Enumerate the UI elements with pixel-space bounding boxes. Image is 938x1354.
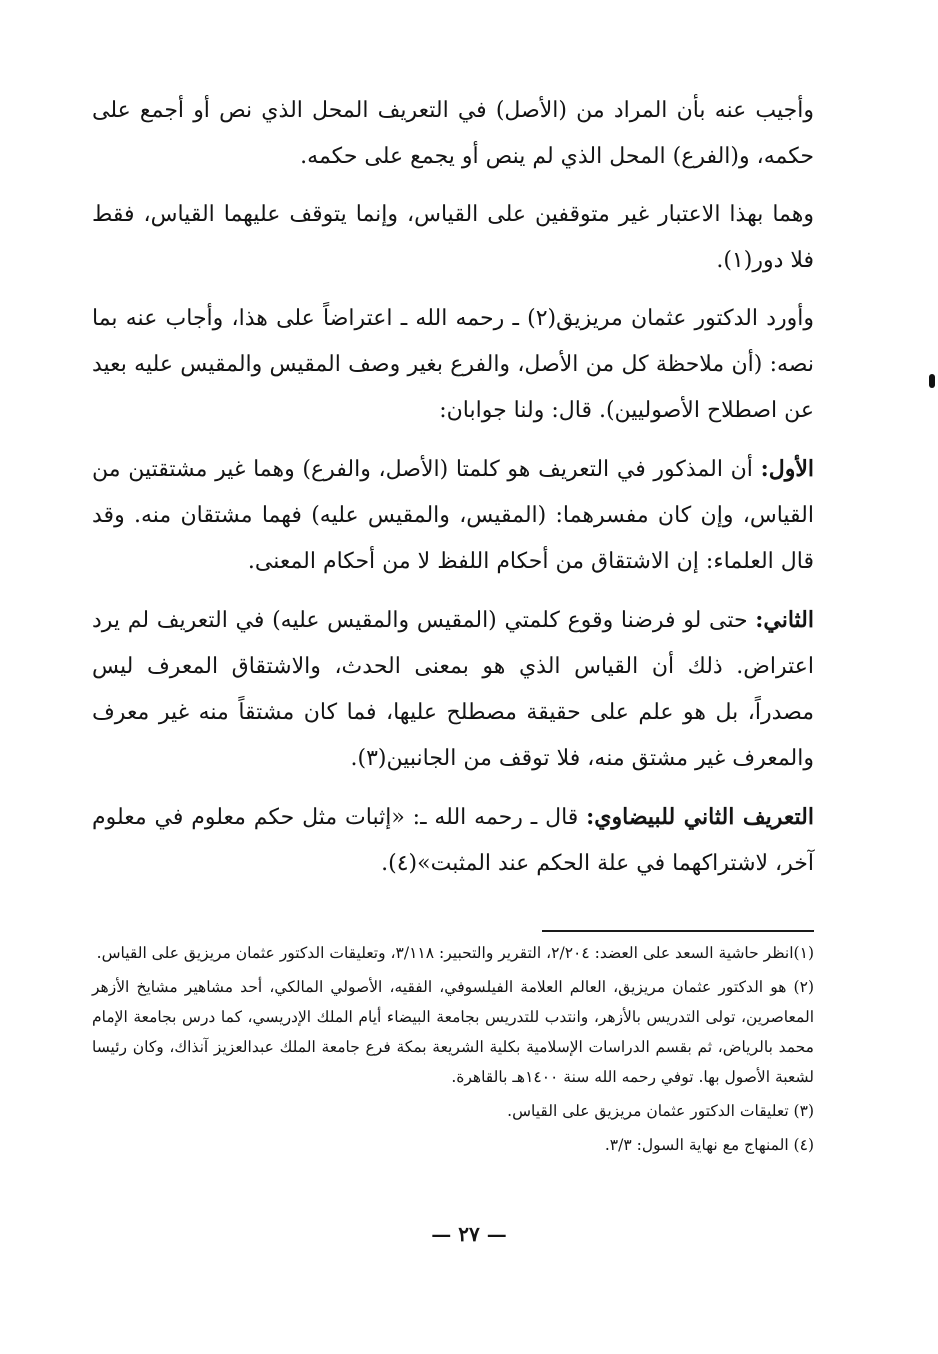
first-answer-text: أن المذكور في التعريف هو كلمتا (الأصل، والفرع) وهما غير مشتقتين من القياس، وإن كان مفسرهما: (المقيس، والمقيس عليه) فهما مشتقان منه. وقد قال العلماء: إن الاشتقاق من أحكام اللفظ لا من أحكام المعنى. [92, 457, 814, 574]
paragraph-baydawi-definition [92, 794, 814, 887]
paragraph-second-answer [92, 597, 814, 782]
margin-ink-mark [929, 374, 935, 388]
footnotes [92, 938, 814, 1164]
footnote-4: (٤) المنهاج مع نهاية السول: ٣/٣. [604, 1136, 814, 1154]
footnote-2: (٢) هو الدكتور عثمان مريزيق، العالم العلامة الفيلسوفي، الفقيه، الأصولي المالكي، أحد مشاهير مشايخ الأزهر المعاصرين، تولى التدريس بالأزهر، وانتدب للتدريس بجامعة البيضاء أيام الملك الإدريسي، كما درس بجامعة الإمام محمد بالرياض، ثم بقسم الدراسات الإسلامية بكلية الشريعة بمكة فرع جامعة الملك عبدالعزيز آنذاك، وكان رئيسا لشعبة الأصول بها. توفي رحمه الله سنة ١٤٠٠هـ بالقاهرة. [92, 978, 814, 1086]
second-answer-lead: الثاني: [755, 607, 814, 633]
footnote-separator [542, 930, 814, 932]
paragraph-reply: وأجيب عنه بأن المراد من (الأصل) في التعريف المحل الذي نص أو أجمع على حكمه، و(الفرع) المحل الذي لم ينص أو يجمع على حكمه. [92, 98, 814, 169]
page-number: — ٢٧ — [431, 1222, 507, 1246]
paragraph-first-answer [92, 446, 814, 585]
definition-lead: التعريف الثاني للبيضاوي: [586, 804, 814, 830]
footnote-1: (١)انظر حاشية السعد على العضد: ٢/٢٠٤، التقرير والتحبير: ٣/١١٨، وتعليقات الدكتور عثمان مريزيق على القياس. [96, 944, 814, 962]
first-answer-lead: الأول: [760, 456, 814, 482]
paragraph-objection: وأورد الدكتور عثمان مريزيق(٢) ـ رحمه الله ـ اعتراضاً على هذا، وأجاب عنه بما نصه: (أن ملاحظة كل من الأصل، والفرع بغير وصف المقيس والمقيس عليه بعيد عن اصطلاح الأصوليين). قال: ولنا جوابان: [92, 306, 814, 423]
main-text [92, 88, 814, 899]
second-answer-text: حتى لو فرضنا وقوع كلمتي (المقيس والمقيس عليه) في التعريف لم يرد اعتراض. ذلك أن القياس الذي هو بمعنى الحدث، والاشتقاق المعرف ليس مصدراً، بل هو علم على حقيقة مصطلح عليها، فما كان مشتقاً منه غير معرف والمعرف غير مشتق منه، فلا توقف من الجانبين(٣). [92, 608, 814, 771]
footnote-3: (٣) تعليقات الدكتور عثمان مريزيق على القياس. [507, 1102, 814, 1120]
definition-text: قال ـ رحمه الله ـ: «إثبات مثل حكم معلوم في معلوم آخر، لاشتراكهما في علة الحكم عند المثبت»(٤). [92, 805, 814, 876]
paragraph-no-circularity: وهما بهذا الاعتبار غير متوقفين على القياس، وإنما يتوقف عليهما القياس، فقط فلا دور(١). [92, 202, 814, 273]
